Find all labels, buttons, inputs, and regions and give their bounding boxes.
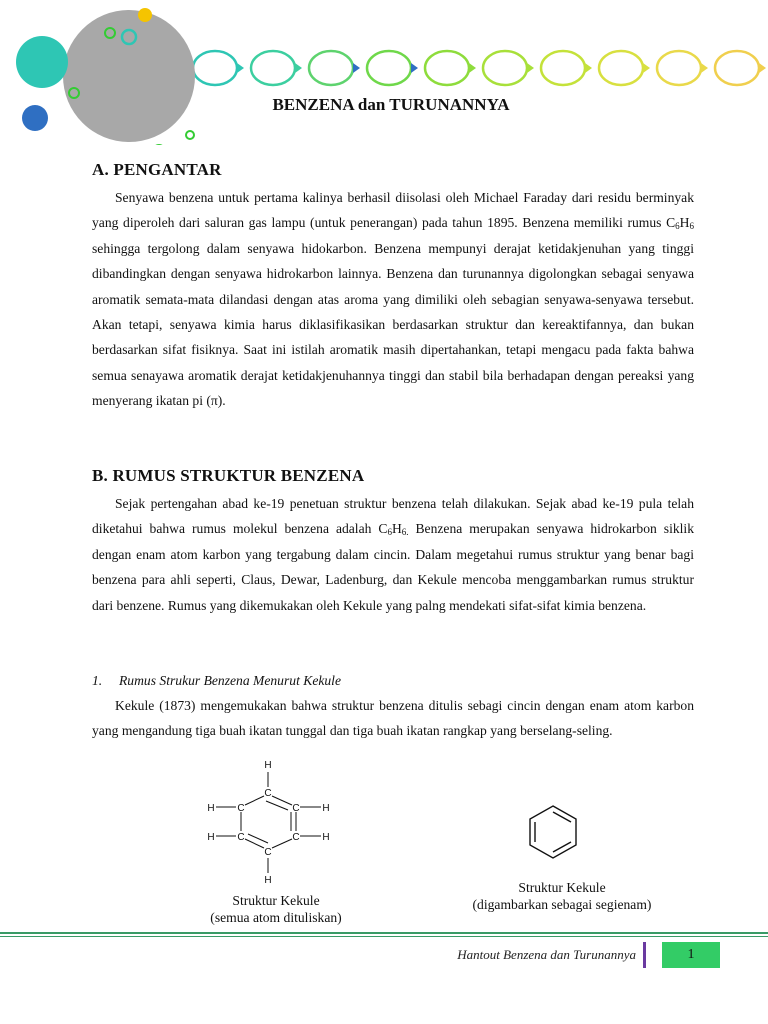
arrow-right-icon xyxy=(759,63,766,73)
chain-ring-icon xyxy=(193,51,237,85)
atom-label: C xyxy=(264,847,272,858)
section-a-paragraph xyxy=(92,185,694,414)
section-a-heading: A. PENGANTAR xyxy=(92,160,222,179)
atom-label: H xyxy=(207,803,215,814)
caption-line: (semua atom dituliskan) xyxy=(210,910,342,925)
text: sehingga tergolong dalam senyawa hidokarbon. Benzena mempunyi derajat ketidakjenuhan yang tinggi dibandingkan dengan senyawa hidrokarbon lainnya. Benzena dan turunannya digolongkan sebagai senyawa aromatik semata-mata dilandasi dengan atas aroma yang dimiliki oleh sebagian senyawa-senyawa tersebut. Akan tetapi, senyawa kimia harus diklasifikasikan berdasarkan struktur dan kereaktifannya, dan bukan berdasarkan sifat fisiknya. Saat ini istilah aromatik masih dipertahankan, tetapi mengacu pada fakta bahwa semua senayawa aromatik derajat ketidakjenuhannya tinggi dan stabil bila berhadapan dengan pereaksi yang menyerang ikatan pi (π). xyxy=(92,240,694,409)
subscript: 6 xyxy=(387,527,392,538)
yellow-dot xyxy=(138,8,152,22)
caption-line: Struktur Kekule xyxy=(518,880,606,895)
subscript: 6 xyxy=(689,221,694,232)
right-caption xyxy=(440,879,684,913)
arrow-right-icon xyxy=(701,63,708,73)
subsection-paragraph: Kekule (1873) mengemukakan bahwa struktur benzena ditulis sebagi cincin dengan enam atom karbon yang mengandung tiga buah ikatan tunggal dan tiga buah ikatan rangkap yang berselang-seling. xyxy=(92,698,694,739)
chain-ring-icon xyxy=(483,51,527,85)
header-decoration xyxy=(0,0,768,145)
arrow-right-icon xyxy=(237,63,244,73)
footer-label: Hantout Benzena dan Turunannya xyxy=(457,947,636,962)
kekule-hexagon xyxy=(525,803,581,861)
chain-ring-icon xyxy=(251,51,295,85)
page-number: 1 xyxy=(662,942,720,968)
text: H xyxy=(679,215,690,231)
atom-label: H xyxy=(207,832,215,843)
text: H xyxy=(391,521,402,537)
text: Senyawa benzena untuk pertama kalinya berhasil diisolasi oleh Michael Faraday dari residu berminyak yang diperoleh dari saluran gas lampu (untuk penerangan) pada tahun 1895. Benzena memiliki rumus C xyxy=(92,190,694,231)
chain-ring-icon xyxy=(541,51,585,85)
chain-ring-icon xyxy=(425,51,469,85)
atom-label: H xyxy=(322,832,330,843)
chain-ring-icon xyxy=(309,51,353,85)
arrow-right-icon xyxy=(411,63,418,73)
left-caption xyxy=(186,892,366,926)
chain-ring-icon xyxy=(715,51,759,85)
atom-label: C xyxy=(292,832,300,843)
chain-ring-row xyxy=(193,51,766,85)
subsection-number: 1. xyxy=(92,673,103,688)
arrow-right-icon xyxy=(527,63,534,73)
atom-label: H xyxy=(264,875,272,886)
text: Benzena merupakan senyawa hidrokarbon siklik dengan enam atom karbon yang tergabung dalam cincin. Dalam megetahui rumus struktur yang benar bagi benzena para ahli seperti, Claus, Dewar, Ladenburg, dan Kekule mencoba menggambarkan rumus struktur dari benzene. Rumus yang dikemukakan oleh Kekule yang palng mendekati sifat-sifat kimia benzena. xyxy=(92,521,694,613)
text: Sejak pertengahan abad ke-19 penetuan struktur benzena telah dilakukan. Sejak abad ke-19 pula telah diketahui bahwa rumus molekul benzena adalah C xyxy=(92,496,694,537)
atom-label: H xyxy=(322,803,330,814)
kekule-structure-full xyxy=(200,756,340,888)
subscript: 6. xyxy=(401,527,409,538)
section-b-paragraph xyxy=(92,491,694,618)
chain-ring-icon xyxy=(599,51,643,85)
green-dot xyxy=(152,144,166,145)
atom-label: C xyxy=(292,803,300,814)
caption-line: Struktur Kekule xyxy=(232,893,320,908)
atom-label: C xyxy=(237,832,245,843)
subscript: 6 xyxy=(675,221,680,232)
atom-label: H xyxy=(264,760,272,771)
arrow-right-icon xyxy=(295,63,302,73)
atom-label: C xyxy=(237,803,245,814)
footer-divider-thin xyxy=(0,936,768,937)
caption-line: (digambarkan sebagai segienam) xyxy=(472,897,652,912)
footer-separator xyxy=(643,942,646,968)
subsection-heading xyxy=(92,673,341,689)
arrow-right-icon xyxy=(643,63,650,73)
subsection-title: Rumus Strukur Benzena Menurut Kekule xyxy=(119,673,341,688)
arrow-right-icon xyxy=(585,63,592,73)
section-b-heading: B. RUMUS STRUKTUR BENZENA xyxy=(92,466,365,485)
document-title: BENZENA dan TURUNANNYA xyxy=(272,95,510,114)
chain-ring-icon xyxy=(657,51,701,85)
atom-label: C xyxy=(264,788,272,799)
footer-divider xyxy=(0,932,768,934)
green-ring-small-3 xyxy=(186,131,194,139)
arrow-right-icon xyxy=(353,63,360,73)
teal-circle xyxy=(16,36,68,88)
arrow-right-icon xyxy=(469,63,476,73)
chain-ring-icon xyxy=(367,51,411,85)
